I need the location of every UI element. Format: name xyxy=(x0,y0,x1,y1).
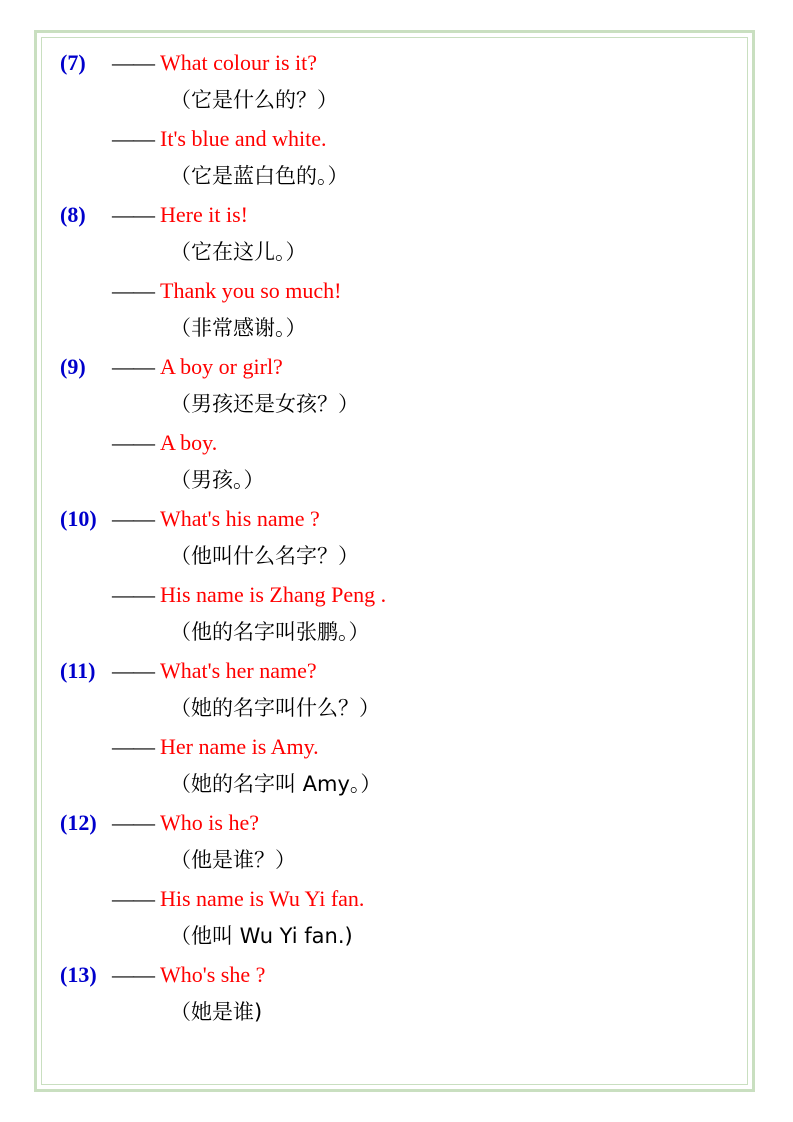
answer-line xyxy=(60,432,729,470)
dialogue-entry xyxy=(60,660,729,812)
entry-number: (12) xyxy=(60,810,97,835)
answer-chinese-line xyxy=(60,926,729,964)
entry-number-spacer xyxy=(60,584,112,606)
question-chinese-line xyxy=(60,394,729,432)
question-chinese-line xyxy=(60,850,729,888)
question-line xyxy=(60,964,729,1002)
dash-icon xyxy=(112,356,160,378)
entry-number-spacer xyxy=(60,280,112,302)
question-chinese-line xyxy=(60,698,729,736)
question-english: What's her name? xyxy=(160,658,317,683)
entry-number: (9) xyxy=(60,354,86,379)
question-chinese-line xyxy=(60,546,729,584)
question-line xyxy=(60,812,729,850)
answer-chinese: （它是蓝白色的。） xyxy=(170,164,349,188)
question-english: What's his name ? xyxy=(160,506,320,531)
answer-chinese-line xyxy=(60,166,729,204)
question-chinese: （他是谁？） xyxy=(170,848,296,872)
answer-chinese-line xyxy=(60,318,729,356)
answer-english: His name is Wu Yi fan. xyxy=(160,886,365,911)
question-chinese-line xyxy=(60,1002,729,1040)
dash-icon xyxy=(112,204,160,226)
dash-icon xyxy=(112,52,160,74)
entry-number-spacer xyxy=(60,128,112,150)
dash-icon xyxy=(112,584,160,606)
question-chinese-line xyxy=(60,242,729,280)
answer-english: Her name is Amy. xyxy=(160,734,319,759)
answer-english: Thank you so much! xyxy=(160,278,342,303)
answer-english: His name is Zhang Peng . xyxy=(160,582,387,607)
entry-number: (10) xyxy=(60,506,97,531)
answer-chinese: （他叫 Wu Yi fan.) xyxy=(170,924,353,948)
answer-line xyxy=(60,736,729,774)
question-chinese: （它是什么的？） xyxy=(170,88,338,112)
dash-icon xyxy=(112,280,160,302)
entry-number: (13) xyxy=(60,962,97,987)
question-line xyxy=(60,204,729,242)
dialogue-entry xyxy=(60,964,729,1040)
answer-chinese-line xyxy=(60,774,729,812)
question-chinese: （它在这儿。） xyxy=(170,240,307,264)
dash-icon xyxy=(112,508,160,530)
dialogue-entry xyxy=(60,356,729,508)
question-chinese: （男孩还是女孩？） xyxy=(170,392,359,416)
dialogue-entry xyxy=(60,52,729,204)
answer-chinese: （她的名字叫 Amy。） xyxy=(170,772,382,796)
answer-chinese: （非常感谢。） xyxy=(170,316,307,340)
entry-number-spacer xyxy=(60,736,112,758)
question-line xyxy=(60,508,729,546)
dash-icon xyxy=(112,964,160,986)
answer-chinese: （男孩。） xyxy=(170,468,265,492)
page-border-inner xyxy=(41,37,748,1085)
answer-english: A boy. xyxy=(160,430,218,455)
answer-chinese-line xyxy=(60,470,729,508)
answer-line xyxy=(60,128,729,166)
question-line xyxy=(60,356,729,394)
answer-chinese-line xyxy=(60,622,729,660)
dialogue-entry xyxy=(60,204,729,356)
question-english: A boy or girl? xyxy=(160,354,283,379)
question-chinese: （他叫什么名字？） xyxy=(170,544,359,568)
entry-number-spacer xyxy=(60,432,112,454)
question-english: Here it is! xyxy=(160,202,248,227)
dash-icon xyxy=(112,660,160,682)
question-line xyxy=(60,660,729,698)
question-chinese: （她是谁) xyxy=(170,1000,263,1024)
question-english: Who is he? xyxy=(160,810,259,835)
answer-line xyxy=(60,280,729,318)
page-border-outer xyxy=(34,30,755,1092)
dash-icon xyxy=(112,128,160,150)
dialogue-entry xyxy=(60,508,729,660)
answer-english: It's blue and white. xyxy=(160,126,327,151)
answer-chinese: （他的名字叫张鹏。） xyxy=(170,620,370,644)
question-line xyxy=(60,52,729,90)
dialogue-entry xyxy=(60,812,729,964)
question-chinese: （她的名字叫什么？） xyxy=(170,696,380,720)
entry-number: (8) xyxy=(60,202,86,227)
dash-icon xyxy=(112,736,160,758)
question-chinese-line xyxy=(60,90,729,128)
dash-icon xyxy=(112,888,160,910)
answer-line xyxy=(60,584,729,622)
dash-icon xyxy=(112,432,160,454)
answer-line xyxy=(60,888,729,926)
entry-number: (11) xyxy=(60,658,96,683)
dash-icon xyxy=(112,812,160,834)
question-english: Who's she ? xyxy=(160,962,266,987)
entry-number-spacer xyxy=(60,888,112,910)
entry-number: (7) xyxy=(60,50,86,75)
question-english: What colour is it? xyxy=(160,50,318,75)
